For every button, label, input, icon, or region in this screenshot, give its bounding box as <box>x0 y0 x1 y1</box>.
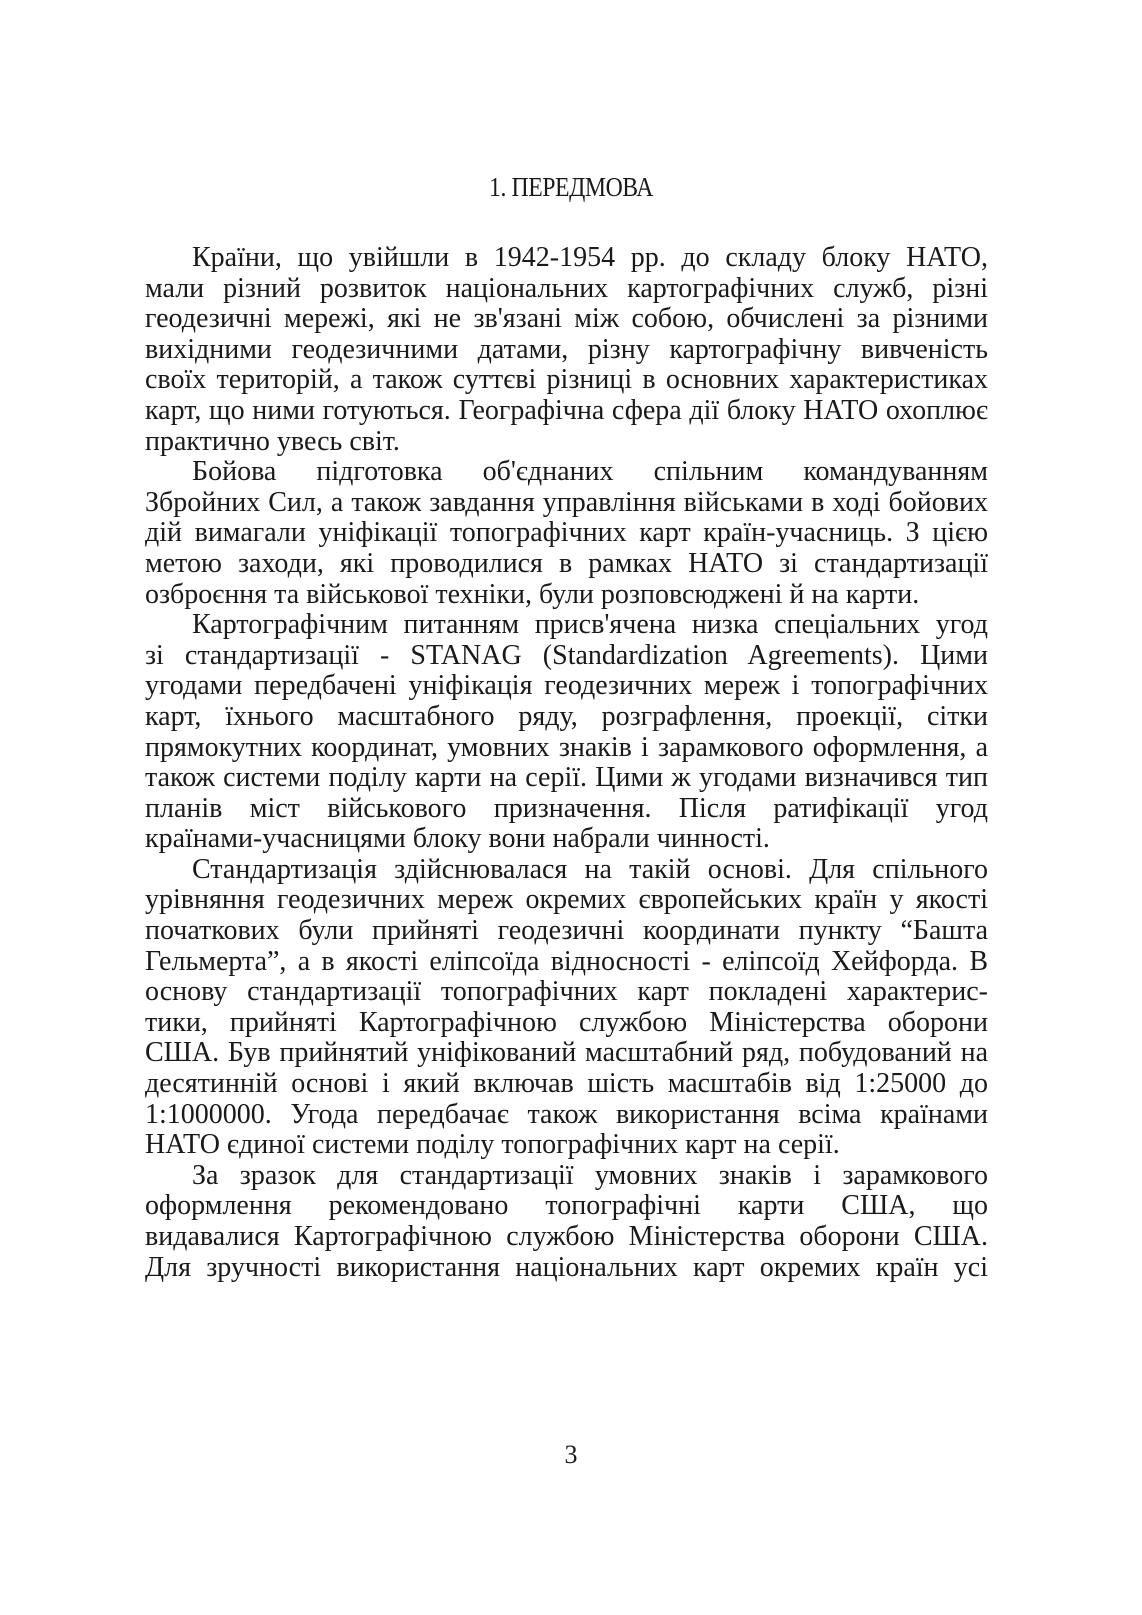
text-line: зі стандартизації - STANAG (Standardization Agreements). Цими <box>145 639 988 671</box>
text-line: також системи поділу карти на серії. Цими ж угодами визначився тип <box>145 762 988 794</box>
text-line: Для зручності використання національних карт окремих країн усі <box>145 1251 988 1283</box>
paragraph-3 <box>145 610 988 855</box>
body-text <box>145 243 988 1283</box>
text-line: дій вимагали уніфікації топографічних карт країн-учасниць. З цією <box>145 517 988 549</box>
text-line: Гельмерта”, а в якості еліпсоїда відносності - еліпсоїд Хейфорда. В <box>145 945 988 977</box>
text-line: геодезичні мережі, які не зв'язані між собою, обчислені за різними <box>145 303 988 335</box>
text-line: Збройних Сил, а також завдання управління військами в ході бойових <box>145 486 988 518</box>
text-line: Країни, що увійшли в 1942-1954 рр. до складу блоку НАТО, <box>192 242 988 273</box>
text-line: тики, прийняті Картографічною службою Міністерства оборони <box>145 1006 988 1038</box>
text-line: оформлення рекомендовано топографічні карти США, що <box>145 1190 988 1222</box>
paragraph-4 <box>145 855 988 1161</box>
text-line: урівняння геодезичних мереж окремих європейських країн у якості <box>145 884 988 916</box>
text-line: НАТО єдиної системи поділу топографічних карт на серії. <box>145 1129 840 1161</box>
text-line: угодами передбачені уніфікація геодезичних мереж і топографічних <box>145 670 988 702</box>
text-line: прямокутних координат, умовних знаків і зарамкового оформлення, а <box>145 731 988 763</box>
text-line: Картографічним питанням присв'ячена низка спеціальних угод <box>192 609 988 641</box>
paragraph-1 <box>145 243 988 457</box>
paragraph-2 <box>145 457 988 610</box>
paragraph-5 <box>145 1161 988 1283</box>
text-line: карт, що ними готуються. Географічна сфера дії блоку НАТО охоплює <box>145 394 988 426</box>
text-line: планів міст військового призначення. Після ратифікації угод <box>145 792 988 824</box>
text-line: карт, їхнього масштабного ряду, розграфлення, проекції, сітки <box>145 700 988 732</box>
text-line: країнами-учасницями блоку вони набрали чинності. <box>145 823 770 855</box>
text-line: вихідними геодезичними датами, різну картографічну вивченість <box>145 333 988 365</box>
text-line: США. Був прийнятий уніфікований масштабний ряд, побудований на <box>145 1037 988 1069</box>
text-line: видавалися Картографічною службою Міністерства оборони США. <box>145 1221 988 1252</box>
text-line: десятинній основі і який включав шість масштабів від 1:25000 до <box>145 1068 988 1100</box>
text-line: своїх територій, а також суттєві різниці в основних характеристиках <box>145 364 988 396</box>
text-line: Бойова підготовка об'єднаних спільним командуванням <box>192 456 988 488</box>
page-number: 3 <box>564 1440 578 1469</box>
text-line: метою заходи, які проводилися в рамках НАТО зі стандартизації <box>145 547 988 579</box>
text-line: основу стандартизації топографічних карт покладені характерис- <box>145 976 988 1008</box>
text-line: мали різний розвиток національних картографічних служб, різні <box>145 272 988 304</box>
text-line: озброєння та військової техніки, були розповсюджені й на карти. <box>145 578 920 610</box>
text-line: початкових були прийняті геодезичні координати пункту “Башта <box>145 915 988 947</box>
text-line: 1:1000000. Угода передбачає також використання всіма країнами <box>145 1098 988 1130</box>
section-heading: 1. ПЕРЕДМОВА <box>489 172 653 202</box>
text-line: За зразок для стандартизації умовних знаків і зарамкового <box>192 1159 988 1191</box>
text-line: практично увесь світ. <box>145 425 400 457</box>
text-line: Стандартизація здійснювалася на такій основі. Для спільного <box>192 853 988 885</box>
